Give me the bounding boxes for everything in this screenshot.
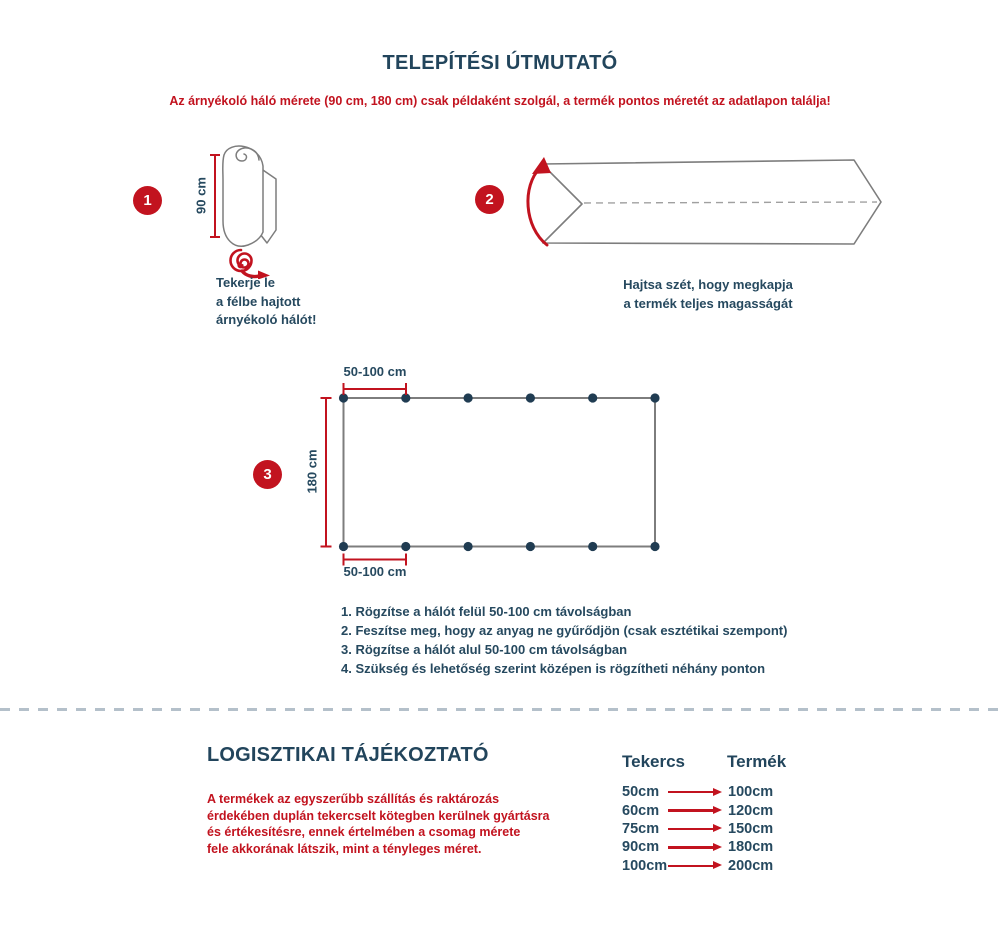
- logistics-paragraph-line: A termékek az egyszerűbb szállítás és raktározás: [207, 792, 500, 806]
- product-size: 150cm: [728, 820, 774, 837]
- step-1-caption-line: a félbe hajtott: [216, 293, 301, 309]
- step-3-badge: [253, 460, 282, 489]
- step-1-caption-line: árnyékoló hálót!: [216, 312, 317, 327]
- logistics-paragraph-line: érdekében duplán tekercselt kötegben kerülnek gyártásra: [207, 808, 550, 823]
- product-size: 100cm: [728, 784, 774, 801]
- roll-size: 50cm: [622, 784, 660, 801]
- product-size: 200cm: [728, 857, 774, 874]
- step-1-number: 1: [143, 192, 152, 209]
- roll-size: 100cm: [622, 857, 668, 874]
- size-table-row: [622, 801, 773, 819]
- logistics-paragraph-line: és értékesítésre, ennek értelmében a csomag mérete: [207, 825, 521, 840]
- size-table: [622, 783, 773, 875]
- instruction-line: 4. Szükség és lehetőség szerint középen is rögzítheti néhány ponton: [341, 661, 766, 676]
- roll-size: 75cm: [622, 820, 660, 837]
- instruction-list: [341, 602, 787, 678]
- top-spacing-label: 50-100 cm: [343, 364, 407, 379]
- height-measure-180cm: [321, 398, 332, 547]
- page-title: TELEPÍTÉSI ÚTMUTATÓ: [382, 52, 618, 74]
- net-height-label: 180 cm: [304, 449, 320, 494]
- arrow-right-icon: [668, 791, 713, 794]
- roll-size: 60cm: [622, 802, 660, 819]
- page-subtitle: Az árnyékoló háló mérete (90 cm, 180 cm) csak példaként szolgál, a termék pontos méretét az adatlapon találja!: [169, 94, 831, 108]
- size-table-row: [622, 857, 773, 875]
- step-3-number: 3: [263, 466, 272, 483]
- logistics-paragraph: [207, 791, 550, 857]
- size-table-row: [622, 838, 773, 856]
- arrow-right-icon: [668, 846, 713, 849]
- logistics-title: LOGISZTIKAI TÁJÉKOZTATÓ: [207, 744, 489, 766]
- bottom-spacing-label: 50-100 cm: [343, 564, 407, 579]
- step-2-caption-line: a termék teljes magasságát: [623, 295, 793, 311]
- size-table-header-product: Termék: [727, 752, 787, 771]
- net-fixing-diagram: [300, 378, 680, 578]
- size-table-row: [622, 820, 773, 838]
- step-2-number: 2: [485, 191, 494, 208]
- size-table-header-roll: Tekercs: [622, 752, 686, 771]
- arrow-right-icon: [668, 865, 713, 868]
- step-1-badge: [133, 186, 162, 215]
- step-1-caption-line: Tekerje le: [216, 275, 276, 290]
- step-2-caption: [598, 276, 818, 313]
- unfold-curved-arrow-icon: [528, 157, 551, 245]
- roll-height-label: 90 cm: [193, 177, 209, 214]
- step-2-caption-line: Hajtsa szét, hogy megkapja: [623, 277, 793, 292]
- instruction-line: 1. Rögzítse a hálót felül 50-100 cm távolságban: [341, 604, 632, 619]
- step-1-caption: [216, 274, 316, 330]
- product-size: 120cm: [728, 802, 774, 819]
- roll-size: 90cm: [622, 839, 660, 856]
- product-size: 180cm: [728, 839, 774, 856]
- section-divider: [0, 708, 1000, 711]
- top-spacing-measure: [344, 383, 407, 395]
- size-table-row: [622, 783, 773, 801]
- step-2-badge: [475, 185, 504, 214]
- height-measure-90cm: [210, 155, 220, 237]
- arrow-right-icon: [668, 809, 713, 812]
- instruction-line: 2. Feszítse meg, hogy az anyag ne gyűrődjön (csak esztétikai szempont): [341, 623, 788, 638]
- logistics-paragraph-line: fele akkorának látszik, mint a tényleges méret.: [207, 841, 482, 856]
- instruction-line: 3. Rögzítse a hálót alul 50-100 cm távolságban: [341, 642, 628, 657]
- unfold-band-illustration: [515, 150, 895, 255]
- arrow-right-icon: [668, 828, 713, 831]
